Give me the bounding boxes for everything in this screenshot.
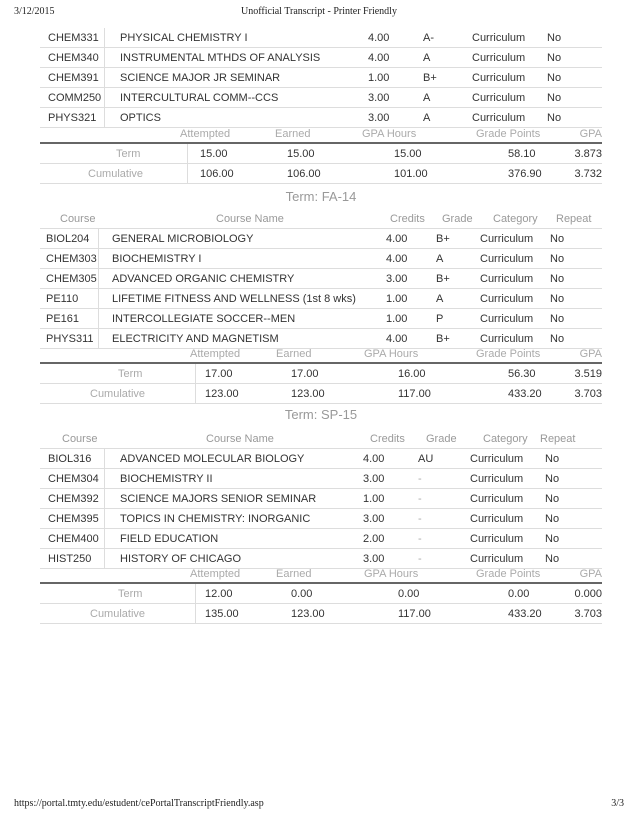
term-row <box>40 584 602 604</box>
course-category: Curriculum <box>472 32 526 44</box>
col-repeat: Repeat <box>556 213 592 225</box>
course-grade: A <box>423 52 431 64</box>
course-grade: - <box>418 473 422 485</box>
hdr-earned: Earned <box>276 348 312 360</box>
course-name: ELECTRICITY AND MAGNETISM <box>112 333 279 345</box>
page-url: https://portal.tmty.edu/estudent/cePortalTranscriptFriendly.asp <box>14 798 264 809</box>
attempted-value: 17.00 <box>205 368 233 380</box>
cell-divider <box>195 584 196 603</box>
attempted-value: 123.00 <box>205 388 239 400</box>
course-row <box>40 48 602 68</box>
course-credits: 3.00 <box>363 553 385 565</box>
print-footer <box>14 798 624 812</box>
course-category: Curriculum <box>480 273 534 285</box>
hdr-gpa-hours: GPA Hours <box>362 128 417 140</box>
course-name: ADVANCED ORGANIC CHEMISTRY <box>112 273 295 285</box>
course-name: SCIENCE MAJOR JR SEMINAR <box>120 72 281 84</box>
column-header-row <box>40 428 602 449</box>
gpa-hours-value: 117.00 <box>398 608 431 620</box>
course-credits: 3.00 <box>368 112 390 124</box>
earned-value: 123.00 <box>291 388 325 400</box>
col-category: Category <box>493 213 538 225</box>
course-code: PE110 <box>46 293 79 305</box>
course-name: LIFETIME FITNESS AND WELLNESS (1st 8 wks) <box>112 293 356 305</box>
hdr-attempted: Attempted <box>180 128 231 140</box>
cell-divider <box>98 229 99 248</box>
course-code: BIOL204 <box>46 233 90 245</box>
course-grade: A <box>436 293 444 305</box>
course-grade: A <box>423 92 431 104</box>
gpa-value: 3.703 <box>574 608 602 620</box>
course-repeat: No <box>545 533 560 545</box>
cumulative-label: Cumulative <box>90 608 146 620</box>
term-label: Term <box>118 368 143 380</box>
col-grade: Grade <box>442 213 473 225</box>
course-grade: - <box>418 493 422 505</box>
cell-divider <box>104 489 105 508</box>
cell-divider <box>104 48 105 67</box>
course-repeat: No <box>545 473 560 485</box>
course-grade: B+ <box>436 233 450 245</box>
gpa-hours-value: 16.00 <box>398 368 426 380</box>
gpa-hours-value: 0.00 <box>398 588 420 600</box>
term-summary-continued <box>40 124 602 184</box>
cell-divider <box>187 164 188 183</box>
hdr-gpa-hours: GPA Hours <box>364 348 419 360</box>
course-name: ADVANCED MOLECULAR BIOLOGY <box>120 453 305 465</box>
cumulative-row <box>40 384 602 404</box>
course-grade: A <box>423 112 431 124</box>
course-name: BIOCHEMISTRY I <box>112 253 202 265</box>
gpa-hours-value: 117.00 <box>398 388 431 400</box>
course-credits: 4.00 <box>386 253 408 265</box>
course-code: PHYS311 <box>46 333 94 345</box>
course-repeat: No <box>547 32 562 44</box>
course-grade: - <box>418 533 422 545</box>
hdr-grade-points: Grade Points <box>476 348 541 360</box>
course-name: FIELD EDUCATION <box>120 533 219 545</box>
grade-points-value: 0.00 <box>508 588 530 600</box>
hdr-gpa-hours: GPA Hours <box>364 568 419 580</box>
cell-divider <box>195 604 196 623</box>
course-repeat: No <box>545 493 560 505</box>
course-row <box>40 469 602 489</box>
hdr-grade-points: Grade Points <box>476 128 541 140</box>
col-repeat: Repeat <box>540 433 576 445</box>
hdr-earned: Earned <box>275 128 311 140</box>
course-repeat: No <box>547 92 562 104</box>
course-name: GENERAL MICROBIOLOGY <box>112 233 254 245</box>
cumulative-row <box>40 604 602 624</box>
col-course: Course <box>60 213 96 225</box>
course-category: Curriculum <box>480 253 534 265</box>
gpa-hours-value: 15.00 <box>394 148 422 160</box>
course-code: CHEM392 <box>48 493 99 505</box>
course-category: Curriculum <box>470 513 524 525</box>
course-category: Curriculum <box>470 453 524 465</box>
course-grade: B+ <box>423 72 437 84</box>
hdr-attempted: Attempted <box>190 568 241 580</box>
course-table-continued <box>40 28 602 128</box>
course-row <box>40 88 602 108</box>
grade-points-value: 56.30 <box>508 368 536 380</box>
col-course-name: Course Name <box>206 433 274 445</box>
course-category: Curriculum <box>472 72 526 84</box>
course-row <box>40 68 602 88</box>
print-date: 3/12/2015 <box>14 6 55 17</box>
course-category: Curriculum <box>480 293 534 305</box>
col-credits: Credits <box>370 433 405 445</box>
course-row <box>40 249 602 269</box>
cell-divider <box>195 364 196 383</box>
course-code: CHEM303 <box>46 253 97 265</box>
hdr-earned: Earned <box>276 568 312 580</box>
cell-divider <box>98 309 99 328</box>
term-row <box>40 364 602 384</box>
cumulative-row <box>40 164 602 184</box>
course-name: PHYSICAL CHEMISTRY I <box>120 32 248 44</box>
course-category: Curriculum <box>480 233 534 245</box>
term-title-sp15: Term: SP-15 <box>284 407 358 422</box>
course-code: PE161 <box>46 313 80 325</box>
summary-header <box>40 344 602 364</box>
cell-divider <box>104 509 105 528</box>
col-course-name: Course Name <box>216 213 284 225</box>
course-code: COMM250 <box>48 92 102 104</box>
earned-value: 15.00 <box>287 148 315 160</box>
course-credits: 2.00 <box>363 533 385 545</box>
course-grade: B+ <box>436 333 450 345</box>
course-credits: 1.00 <box>363 493 385 505</box>
gpa-value: 0.000 <box>574 588 602 600</box>
course-category: Curriculum <box>480 313 534 325</box>
grade-points-value: 433.20 <box>508 608 542 620</box>
course-credits: 1.00 <box>386 293 408 305</box>
term-label: Term <box>116 148 141 160</box>
course-grade: A <box>436 253 444 265</box>
course-code: HIST250 <box>48 553 92 565</box>
cell-divider <box>98 289 99 308</box>
attempted-value: 106.00 <box>200 168 234 180</box>
course-repeat: No <box>547 112 562 124</box>
course-name: INTERCULTURAL COMM--CCS <box>120 92 279 104</box>
gpa-value: 3.519 <box>574 368 602 380</box>
course-code: BIOL316 <box>48 453 92 465</box>
course-name: HISTORY OF CHICAGO <box>120 553 242 565</box>
cumulative-label: Cumulative <box>88 168 144 180</box>
print-header <box>14 6 624 20</box>
course-row <box>40 529 602 549</box>
hdr-gpa: GPA <box>579 348 602 360</box>
attempted-value: 135.00 <box>205 608 239 620</box>
hdr-grade-points: Grade Points <box>476 568 541 580</box>
course-grade: B+ <box>436 273 450 285</box>
course-category: Curriculum <box>480 333 534 345</box>
course-repeat: No <box>550 313 565 325</box>
course-credits: 4.00 <box>368 32 390 44</box>
gpa-hours-value: 101.00 <box>394 168 428 180</box>
cell-divider <box>104 469 105 488</box>
cell-divider <box>187 144 188 163</box>
earned-value: 0.00 <box>291 588 313 600</box>
course-grade: A- <box>423 32 434 44</box>
course-code: CHEM305 <box>46 273 97 285</box>
course-code: CHEM340 <box>48 52 99 64</box>
cell-divider <box>104 529 105 548</box>
course-code: CHEM331 <box>48 32 99 44</box>
grade-points-value: 58.10 <box>508 148 536 160</box>
col-course: Course <box>62 433 98 445</box>
earned-value: 17.00 <box>291 368 319 380</box>
course-row <box>40 449 602 469</box>
course-row <box>40 509 602 529</box>
column-header-row <box>40 208 602 229</box>
course-row <box>40 289 602 309</box>
cell-divider <box>98 249 99 268</box>
course-repeat: No <box>550 233 565 245</box>
course-credits: 1.00 <box>386 313 408 325</box>
page-number: 3/3 <box>611 798 624 809</box>
cell-divider <box>98 269 99 288</box>
course-table-sp15 <box>40 428 602 569</box>
hdr-gpa: GPA <box>579 568 602 580</box>
course-repeat: No <box>547 72 562 84</box>
course-grade: P <box>436 313 444 325</box>
cell-divider <box>104 88 105 107</box>
course-category: Curriculum <box>472 112 526 124</box>
course-category: Curriculum <box>470 533 524 545</box>
course-code: CHEM304 <box>48 473 99 485</box>
col-category: Category <box>483 433 528 445</box>
course-grade: - <box>418 513 422 525</box>
course-repeat: No <box>545 513 560 525</box>
course-credits: 3.00 <box>363 473 385 485</box>
term-row <box>40 144 602 164</box>
earned-value: 123.00 <box>291 608 325 620</box>
course-name: TOPICS IN CHEMISTRY: INORGANIC <box>120 513 311 525</box>
course-code: PHYS321 <box>48 112 97 124</box>
hdr-attempted: Attempted <box>190 348 241 360</box>
summary-header <box>40 124 602 144</box>
course-category: Curriculum <box>470 553 524 565</box>
course-repeat: No <box>550 333 565 345</box>
course-repeat: No <box>550 273 565 285</box>
grade-points-value: 433.20 <box>508 388 542 400</box>
course-repeat: No <box>545 453 560 465</box>
hdr-gpa: GPA <box>579 128 602 140</box>
course-name: SCIENCE MAJORS SENIOR SEMINAR <box>120 493 317 505</box>
gpa-value: 3.732 <box>574 168 602 180</box>
course-credits: 4.00 <box>363 453 385 465</box>
cell-divider <box>195 384 196 403</box>
cell-divider <box>104 449 105 468</box>
col-credits: Credits <box>390 213 425 225</box>
course-grade: - <box>418 553 422 565</box>
cell-divider <box>104 28 105 47</box>
course-repeat: No <box>545 553 560 565</box>
course-name: INTERCOLLEGIATE SOCCER--MEN <box>112 313 296 325</box>
earned-value: 106.00 <box>287 168 321 180</box>
col-grade: Grade <box>426 433 457 445</box>
course-row <box>40 28 602 48</box>
course-name: BIOCHEMISTRY II <box>120 473 213 485</box>
summary-header <box>40 564 602 584</box>
course-credits: 3.00 <box>386 273 408 285</box>
cell-divider <box>104 68 105 87</box>
course-repeat: No <box>547 52 562 64</box>
course-category: Curriculum <box>472 52 526 64</box>
course-credits: 3.00 <box>363 513 385 525</box>
course-repeat: No <box>550 293 565 305</box>
gpa-value: 3.703 <box>574 388 602 400</box>
print-title: Unofficial Transcript - Printer Friendly <box>241 6 397 17</box>
course-row <box>40 489 602 509</box>
course-grade: AU <box>418 453 434 465</box>
course-code: CHEM400 <box>48 533 99 545</box>
course-credits: 1.00 <box>368 72 390 84</box>
course-code: CHEM391 <box>48 72 99 84</box>
course-credits: 4.00 <box>368 52 390 64</box>
term-title-fa14: Term: FA-14 <box>285 189 357 204</box>
term-summary-fa14 <box>40 344 602 404</box>
course-repeat: No <box>550 253 565 265</box>
course-category: Curriculum <box>470 473 524 485</box>
course-row <box>40 269 602 289</box>
cumulative-label: Cumulative <box>90 388 146 400</box>
gpa-value: 3.873 <box>574 148 602 160</box>
course-row <box>40 309 602 329</box>
course-name: INSTRUMENTAL MTHDS OF ANALYSIS <box>120 52 321 64</box>
course-category: Curriculum <box>470 493 524 505</box>
attempted-value: 12.00 <box>205 588 233 600</box>
grade-points-value: 376.90 <box>508 168 542 180</box>
course-credits: 4.00 <box>386 233 408 245</box>
term-summary-sp15 <box>40 564 602 624</box>
course-credits: 4.00 <box>386 333 408 345</box>
term-label: Term <box>118 588 143 600</box>
course-table-fa14 <box>40 208 602 349</box>
attempted-value: 15.00 <box>200 148 228 160</box>
course-row <box>40 229 602 249</box>
course-code: CHEM395 <box>48 513 99 525</box>
course-category: Curriculum <box>472 92 526 104</box>
course-name: OPTICS <box>120 112 161 124</box>
course-credits: 3.00 <box>368 92 390 104</box>
